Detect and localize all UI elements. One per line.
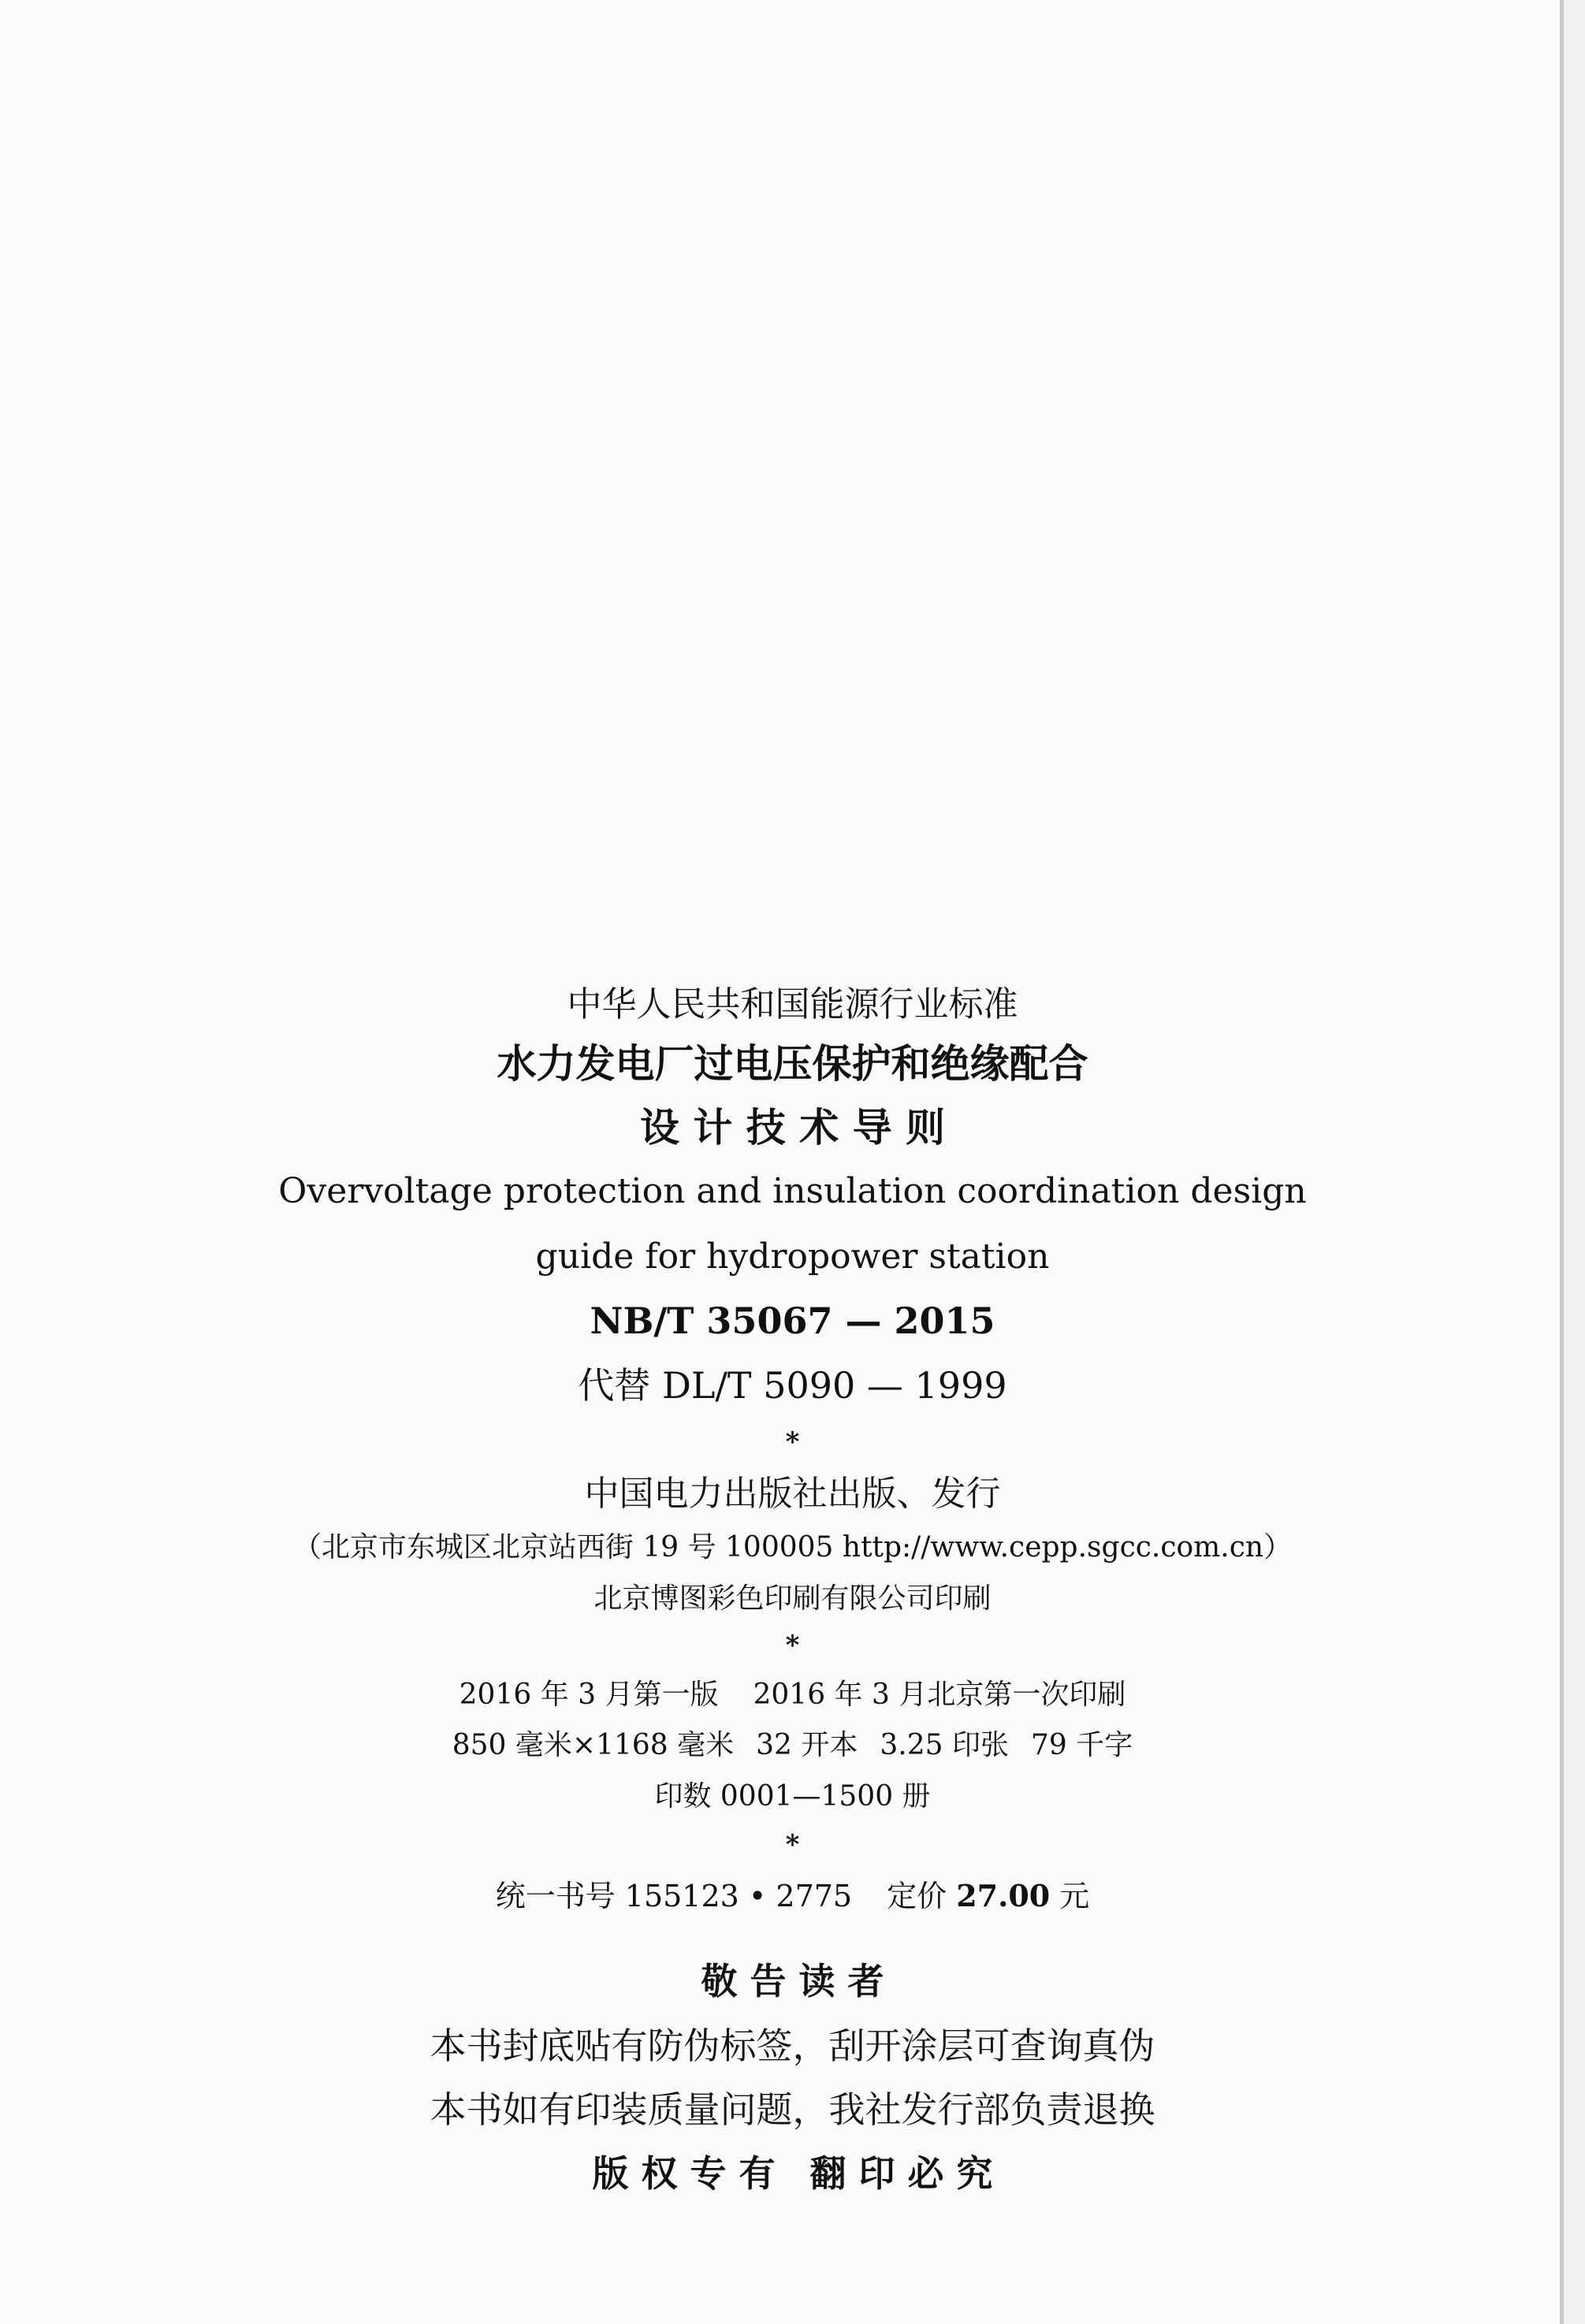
price-unit: 元	[1050, 1879, 1090, 1913]
copyright-no-reprint: 翻 印 必 究	[809, 2152, 993, 2195]
sheets: 3.25 印张	[880, 1729, 1009, 1761]
printing: 2016 年 3 月北京第一次印刷	[753, 1679, 1126, 1711]
print-run: 印数 0001—1500 册	[654, 1780, 931, 1813]
title-en-line2: guide for hydropower station	[535, 1236, 1050, 1277]
price-label: 定价	[887, 1879, 957, 1913]
format: 850 毫米×1168 毫米	[452, 1729, 735, 1761]
replaces-standard: 代替 DL/T 5090 — 1999	[578, 1364, 1007, 1407]
printer: 北京博图彩色印刷有限公司印刷	[593, 1582, 992, 1615]
standard-number: NB/T 35067 — 2015	[590, 1300, 995, 1342]
title-en-line1: Overvoltage protection and insulation coordination design	[278, 1171, 1307, 1211]
notice-returns: 本书如有印装质量问题，我社发行部负责退换	[430, 2088, 1155, 2131]
separator-star: *	[785, 1630, 800, 1661]
book-number: 统一书号 155123 • 2775	[495, 1879, 853, 1913]
notice-heading: 敬 告 读 者	[701, 1960, 884, 2002]
format-line	[0, 1731, 1585, 1760]
standard-type: 中华人民共和国能源行业标准	[567, 984, 1018, 1024]
notice-anticounterfeit: 本书封底贴有防伪标签，刮开涂层可查询真伪	[430, 2025, 1155, 2067]
copyright-reserved: 版 权 专 有	[592, 2152, 776, 2195]
format-size: 32 开本	[756, 1729, 858, 1761]
publisher: 中国电力出版社出版、发行	[584, 1474, 1001, 1514]
edition: 2016 年 3 月第一版	[459, 1679, 719, 1711]
book-number-line	[0, 1878, 1585, 1913]
copyright-notice	[0, 2152, 1585, 2195]
title-cn-line2: 设 计 技 术 导 则	[639, 1105, 946, 1151]
separator-star: *	[785, 1829, 800, 1861]
separator-star: *	[785, 1426, 800, 1458]
edition-line	[0, 1681, 1585, 1709]
publisher-address: （北京市东城区北京站西街 19 号 100005 http://www.cepp.sgcc.com.cn）	[292, 1531, 1293, 1564]
price-value: 27.00	[956, 1878, 1051, 1913]
title-cn-line1: 水力发电厂过电压保护和绝缘配合	[497, 1041, 1088, 1087]
word-count: 79 千字	[1031, 1729, 1133, 1761]
